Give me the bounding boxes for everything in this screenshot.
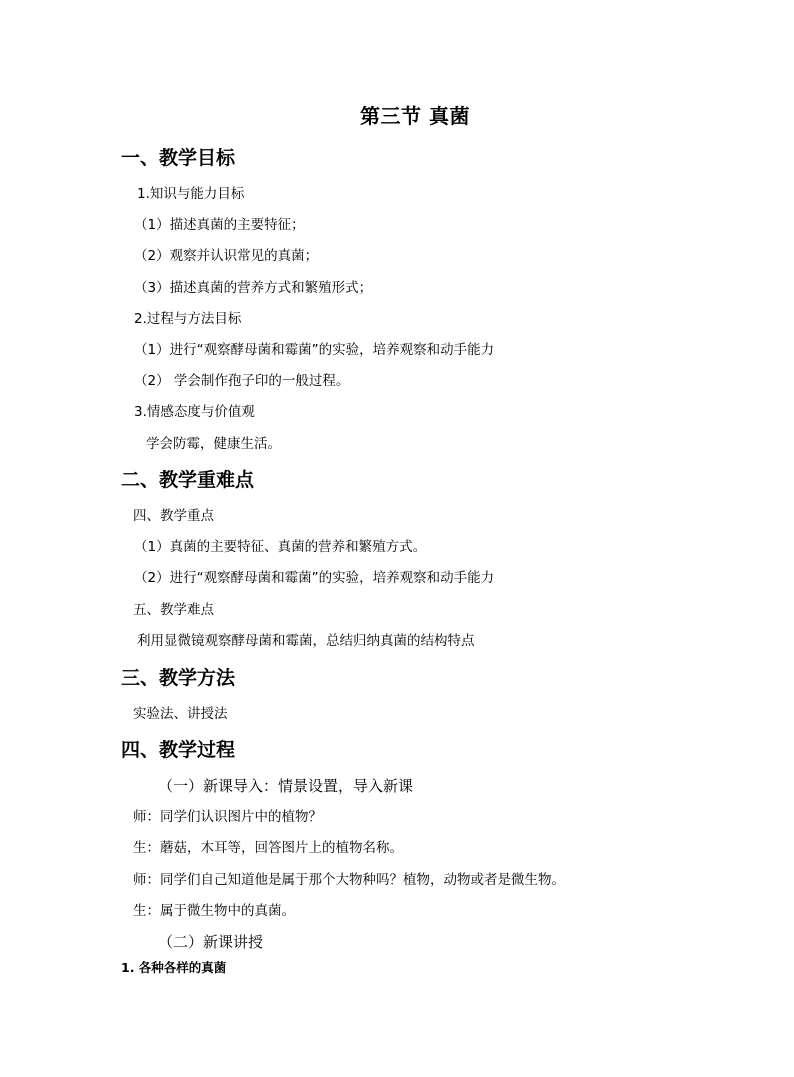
dialogue-line: 生：蘑菇，木耳等，回答图片上的植物名称。	[133, 840, 403, 856]
process-intro-heading: （一）新课导入：情景设置，导入新课	[158, 777, 414, 795]
key-point-item: （2）进行“观察酵母菌和霉菌”的实验，培养观察和动手能力	[134, 570, 495, 586]
difficult-points-heading: 五、教学难点	[133, 602, 214, 618]
dialogue-line: 生：属于微生物中的真菌。	[133, 903, 295, 919]
key-points-heading: 四、教学重点	[133, 508, 214, 524]
section-heading-objectives: 一、教学目标	[121, 147, 236, 169]
new-lesson-heading: （二）新课讲授	[158, 933, 264, 951]
section-heading-key-points: 二、教学重难点	[121, 469, 255, 491]
objective-knowledge-heading: 1.知识与能力目标	[137, 186, 245, 202]
objective-knowledge-item: （1）描述真菌的主要特征；	[134, 217, 305, 233]
objective-process-item: （1）进行“观察酵母菌和霉菌”的实验，培养观察和动手能力	[134, 342, 495, 358]
difficult-point-item: 利用显微镜观察酵母菌和霉菌，总结归纳真菌的结构特点	[137, 633, 475, 649]
dialogue-line: 师：同学们认识图片中的植物？	[133, 809, 322, 825]
objective-knowledge-item: （2）观察并认识常见的真菌；	[134, 248, 319, 264]
objective-attitude-item: 学会防霉，健康生活。	[146, 436, 281, 452]
methods-text: 实验法、讲授法	[133, 706, 228, 722]
objective-process-heading: 2.过程与方法目标	[134, 311, 242, 327]
section-heading-process: 四、教学过程	[121, 739, 236, 761]
objective-knowledge-item: （3）描述真菌的营养方式和繁殖形式；	[134, 280, 373, 296]
key-point-item: （1）真菌的主要特征、真菌的营养和繁殖方式。	[134, 539, 427, 555]
objective-attitude-heading: 3.情感态度与价值观	[134, 404, 255, 420]
dialogue-line: 师：同学们自己知道他是属于那个大物种吗？植物，动物或者是微生物。	[133, 872, 565, 888]
section-heading-methods: 三、教学方法	[121, 667, 236, 689]
page-title: 第三节 真菌	[360, 104, 470, 128]
objective-process-item: （2） 学会制作孢子印的一般过程。	[134, 373, 350, 389]
subsection-heading-fungi: 1. 各种各样的真菌	[121, 960, 227, 975]
